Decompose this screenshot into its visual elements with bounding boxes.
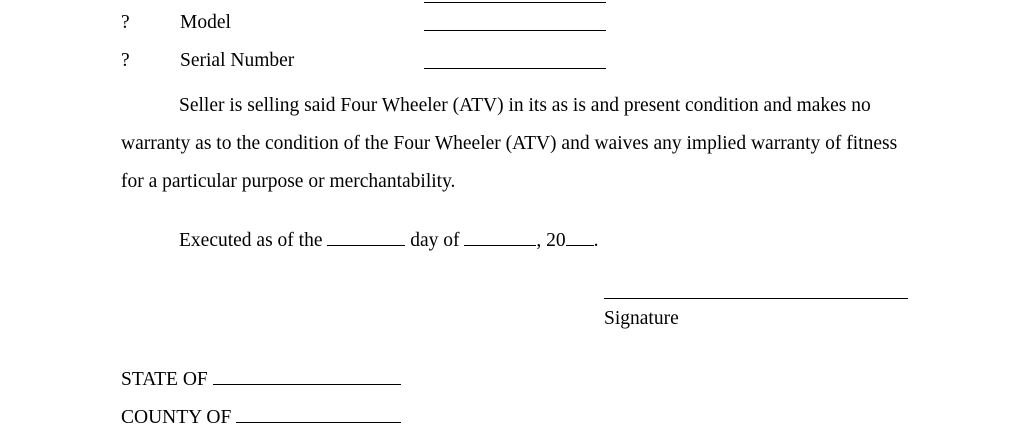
signature-label: Signature: [604, 308, 679, 329]
list-item: [0, 12, 1030, 50]
list-item: [0, 50, 1030, 88]
bullet-marker: ?: [121, 12, 130, 33]
model-blank-line: [424, 30, 606, 31]
executed-mid-text: day of: [405, 230, 465, 251]
signature-blank-line: [604, 298, 908, 299]
executed-prefix-text: Executed as of the: [179, 230, 328, 251]
county-of-label: COUNTY OF: [121, 407, 237, 428]
year-blank: [566, 245, 594, 246]
state-of-line: [121, 369, 401, 391]
executed-period-text: .: [593, 230, 599, 251]
county-of-line: [121, 407, 401, 429]
state-blank: [213, 384, 401, 385]
day-blank: [327, 245, 405, 246]
county-blank: [236, 422, 401, 423]
execution-date-line: [179, 230, 599, 252]
model-year-blank-line: [424, 2, 606, 3]
item-label-model: Model: [180, 12, 231, 33]
executed-year-text: , 20: [536, 230, 566, 251]
body-paragraph: Seller is selling said Four Wheeler (ATV) in its as is and present condition and makes no warranty as to the condition of the Four Wheeler (ATV) and waives any implied warranty of fitness for a particular purpose or merchantability.: [121, 95, 898, 192]
bullet-marker: ?: [121, 50, 130, 71]
month-blank: [464, 245, 536, 246]
state-of-label: STATE OF: [121, 369, 213, 390]
serial-number-blank-line: [424, 68, 606, 69]
item-label-serial-number: Serial Number: [180, 50, 295, 71]
